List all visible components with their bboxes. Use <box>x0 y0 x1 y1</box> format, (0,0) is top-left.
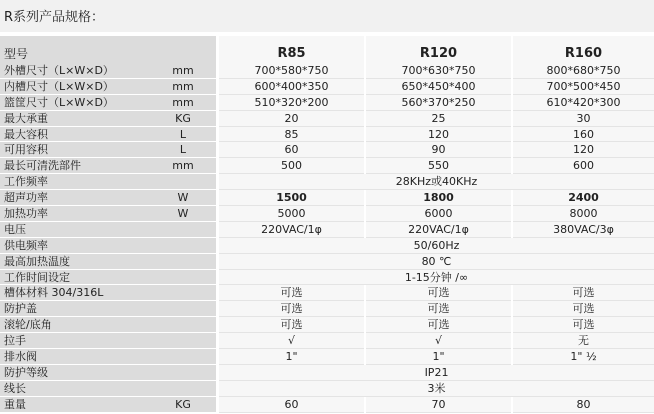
spec-value: 1" <box>366 349 511 365</box>
spec-table <box>0 36 654 413</box>
header-model-r160: R160 <box>513 36 654 63</box>
spec-label-text: 工作时间设定 <box>4 270 70 284</box>
spec-value: 60 <box>219 142 364 158</box>
spec-value-all-models: 80 ℃ <box>219 254 654 270</box>
spec-label <box>0 301 216 317</box>
spec-value-all-models: 1-15分钟 /∞ <box>219 270 654 286</box>
spec-label-text: 供电频率 <box>4 238 48 252</box>
spec-value-all-models: 28KHz或40KHz <box>219 174 654 190</box>
spec-label <box>0 63 216 79</box>
spec-label <box>0 397 216 413</box>
spec-value: 380VAC/3φ <box>513 222 654 238</box>
spec-label-text: 最高加热温度 <box>4 254 70 268</box>
spec-value-all-models: IP21 <box>219 365 654 381</box>
spec-label <box>0 111 216 127</box>
spec-value: 可选 <box>366 301 511 317</box>
spec-value: 可选 <box>513 285 654 301</box>
spec-value: 可选 <box>513 317 654 333</box>
spec-value: 可选 <box>366 317 511 333</box>
spec-label <box>0 238 216 254</box>
spec-label-text: 最大容积 <box>4 127 48 141</box>
spec-label <box>0 365 216 381</box>
spec-unit: KG <box>175 397 191 411</box>
spec-label-text: 电压 <box>4 222 26 236</box>
spec-value: 25 <box>366 111 511 127</box>
spec-label <box>0 349 216 365</box>
spec-unit: mm <box>172 79 194 93</box>
spec-value: 700*630*750 <box>366 63 511 79</box>
spec-label <box>0 127 216 143</box>
spec-label-text: 加热功率 <box>4 207 48 221</box>
spec-value: 可选 <box>513 301 654 317</box>
spec-value: 1500 <box>219 190 364 206</box>
spec-label-text: 线长 <box>4 381 26 395</box>
spec-value: 可选 <box>219 317 364 333</box>
spec-label <box>0 381 216 397</box>
spec-unit: W <box>177 191 189 205</box>
spec-value: 6000 <box>366 206 511 222</box>
spec-label-text: 篮筐尺寸（L×W×D） <box>4 95 114 109</box>
spec-unit: L <box>179 127 187 141</box>
spec-label-text: 防护等级 <box>4 365 48 379</box>
spec-label <box>0 190 216 206</box>
spec-unit: mm <box>172 64 194 77</box>
spec-label-text: 滚轮/底角 <box>4 318 52 332</box>
spec-value: 550 <box>366 158 511 174</box>
spec-value: 700*580*750 <box>219 63 364 79</box>
title-bar <box>0 0 654 32</box>
spec-label-text: 重量 <box>4 397 26 411</box>
spec-label <box>0 95 216 111</box>
spec-label <box>0 222 216 238</box>
spec-value: 160 <box>513 127 654 143</box>
spec-value: 5000 <box>219 206 364 222</box>
spec-value: 700*500*450 <box>513 79 654 95</box>
spec-label-text: 防护盖 <box>4 302 37 316</box>
spec-label <box>0 333 216 349</box>
spec-unit: W <box>177 207 189 221</box>
spec-label <box>0 285 216 301</box>
spec-value: 20 <box>219 111 364 127</box>
spec-value: 610*420*300 <box>513 95 654 111</box>
spec-value: 1" <box>219 349 364 365</box>
spec-value: 80 <box>513 397 654 413</box>
spec-label-text: 槽体材料 304/316L <box>4 286 104 300</box>
spec-value-all-models: 3米 <box>219 381 654 397</box>
page-title: R系列产品规格： <box>4 10 105 25</box>
spec-value: 510*320*200 <box>219 95 364 111</box>
spec-label <box>0 79 216 95</box>
spec-label <box>0 317 216 333</box>
spec-label-text: 超声功率 <box>4 191 48 205</box>
spec-value-all-models: 50/60Hz <box>219 238 654 254</box>
spec-value: √ <box>219 333 364 349</box>
spec-value: 85 <box>219 127 364 143</box>
spec-label <box>0 158 216 174</box>
spec-value: 120 <box>366 127 511 143</box>
spec-unit: mm <box>172 159 194 173</box>
spec-value: 220VAC/1φ <box>366 222 511 238</box>
spec-value: 560*370*250 <box>366 95 511 111</box>
spec-value: 600*400*350 <box>219 79 364 95</box>
spec-value: 可选 <box>219 301 364 317</box>
spec-value: 可选 <box>366 285 511 301</box>
header-model-r85: R85 <box>219 36 364 63</box>
spec-label-text: 外槽尺寸（L×W×D） <box>4 64 114 77</box>
spec-value: 可选 <box>219 285 364 301</box>
spec-label-text: 最大承重 <box>4 111 48 125</box>
spec-value: 800*680*750 <box>513 63 654 79</box>
spec-unit: KG <box>175 111 191 125</box>
spec-label <box>0 174 216 190</box>
spec-value: 30 <box>513 111 654 127</box>
spec-value: √ <box>366 333 511 349</box>
spec-value: 1" ½ <box>513 349 654 365</box>
spec-unit: mm <box>172 95 194 109</box>
spec-value: 2400 <box>513 190 654 206</box>
spec-label-text: 最长可清洗部件 <box>4 159 81 173</box>
header-label: 型号 <box>0 36 216 63</box>
spec-value: 1800 <box>366 190 511 206</box>
spec-value: 70 <box>366 397 511 413</box>
spec-label-text: 排水阀 <box>4 350 37 364</box>
spec-label-text: 拉手 <box>4 334 26 348</box>
spec-label <box>0 270 216 286</box>
spec-unit: L <box>179 143 187 157</box>
spec-label <box>0 206 216 222</box>
spec-label <box>0 254 216 270</box>
spec-value: 220VAC/1φ <box>219 222 364 238</box>
spec-label <box>0 142 216 158</box>
spec-value: 120 <box>513 142 654 158</box>
spec-value: 600 <box>513 158 654 174</box>
spec-value: 650*450*400 <box>366 79 511 95</box>
spec-value: 60 <box>219 397 364 413</box>
spec-label-text: 可用容积 <box>4 143 48 157</box>
header-model-r120: R120 <box>366 36 511 63</box>
spec-value: 500 <box>219 158 364 174</box>
spec-label-text: 内槽尺寸（L×W×D） <box>4 79 114 93</box>
spec-value: 8000 <box>513 206 654 222</box>
spec-value: 90 <box>366 142 511 158</box>
spec-value: 无 <box>513 333 654 349</box>
spec-label-text: 工作频率 <box>4 175 48 189</box>
